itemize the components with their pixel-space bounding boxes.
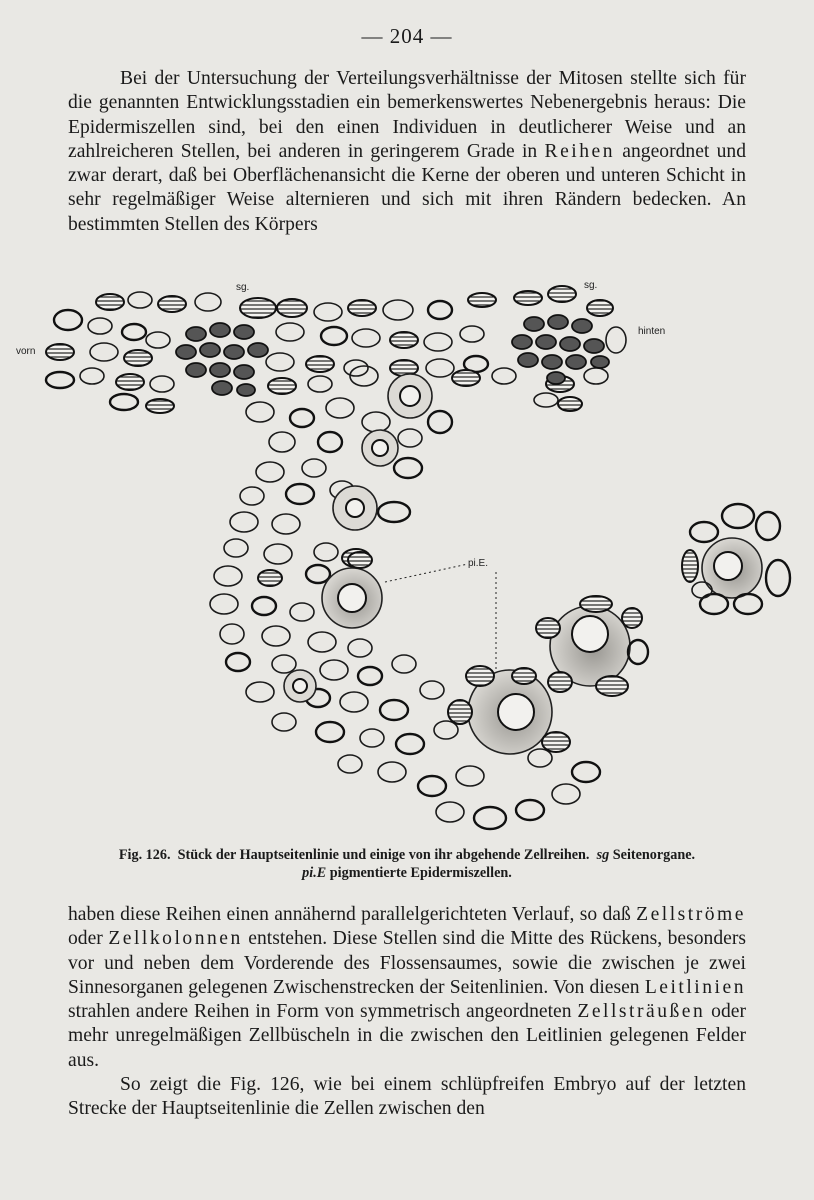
para-bottom-t2: oder — [68, 928, 109, 950]
label-sg-right: sg. — [584, 280, 598, 291]
label-pi-e: pi.E. — [468, 558, 489, 569]
para-top-emphasis: Reihen — [544, 140, 616, 162]
para-bottom-t3: entstehen. Diese Stellen sind die Mitte des Rückens, besonders vor und neben dem Vorderende des Flossensaumes, sowie die zwischen je zwei Sinnesorganen gelegenen Zwischenstrecken der Seitenlinien. Von diesen — [68, 928, 746, 998]
caption-abbr-pie: pi.E — [302, 865, 327, 881]
caption-abbr-pie-desc: pigmentierte Epidermiszellen. — [329, 865, 512, 881]
emphasis-zellkolonnen: Zellkolonnen — [108, 928, 243, 950]
leader-line-1 — [385, 564, 468, 582]
figure-caption — [0, 846, 814, 882]
emphasis-zellstroeme: Zellströme — [636, 904, 746, 925]
label-vorn: vorn — [16, 346, 36, 357]
caption-abbr-sg-desc: Seitenorgane. — [612, 847, 696, 863]
emphasis-leitlinien: Leitlinien — [644, 976, 746, 998]
paragraph-bottom — [68, 903, 746, 1122]
lateral-line-band — [46, 286, 626, 413]
caption-abbr-sg: sg — [596, 847, 610, 863]
figure-illustration — [0, 272, 814, 847]
label-hinten: hinten — [638, 326, 666, 337]
para-bottom-t1: haben diese Reihen einen annähernd parallelgerichteten Verlauf, so daß — [68, 904, 637, 925]
caption-text: Stück der Hauptseitenlinie und einige von ihr abgehende Zellreihen. — [177, 847, 590, 863]
caption-prefix: Fig. 126. — [118, 847, 171, 863]
figure-126 — [0, 272, 814, 847]
para-bottom-t5: oder mehr unregelmäßigen Zellbüscheln in die zwischen den Leitlinien gelegenen Felder aus. — [68, 1001, 746, 1071]
page-number: — 204 — — [361, 24, 453, 48]
sense-organ-right — [512, 315, 609, 384]
para-top-text-1: Bei der Untersuchung der Verteilungsverhältnisse der Mitosen stellte sich für die genannten Entwicklungsstadien ein bemerkenswertes Nebenergebnis heraus: Die Epidermiszellen sind, bei den einen Individuen in deutlicherer Weise und an zahlreicheren Stellen, bei anderen in geringerem Grade in — [68, 68, 746, 162]
para-bottom-second: So zeigt die Fig. 126, wie bei einem schlüpfreifen Embryo auf der letzten Strecke der Hauptseitenlinie die Zellen zwischen den — [68, 1074, 746, 1120]
label-sg-left: sg. — [236, 282, 250, 293]
sense-organ-left — [176, 323, 268, 396]
para-bottom-t4: strahlen andere Reihen in Form von symmetrisch angeordneten — [68, 1001, 578, 1023]
emphasis-zellstraeusse: Zellsträußen — [577, 1001, 706, 1023]
cell-rows — [210, 398, 600, 829]
paragraph-top — [68, 67, 746, 237]
para-top-text-2: angeordnet und zwar derart, daß bei Oberflächenansicht die Kerne der oberen und unteren Schicht in sehr regelmäßiger Weise alternieren und sich mit ihren Rändern bedecken. An bestimmten Stellen des Körpers — [68, 140, 746, 235]
